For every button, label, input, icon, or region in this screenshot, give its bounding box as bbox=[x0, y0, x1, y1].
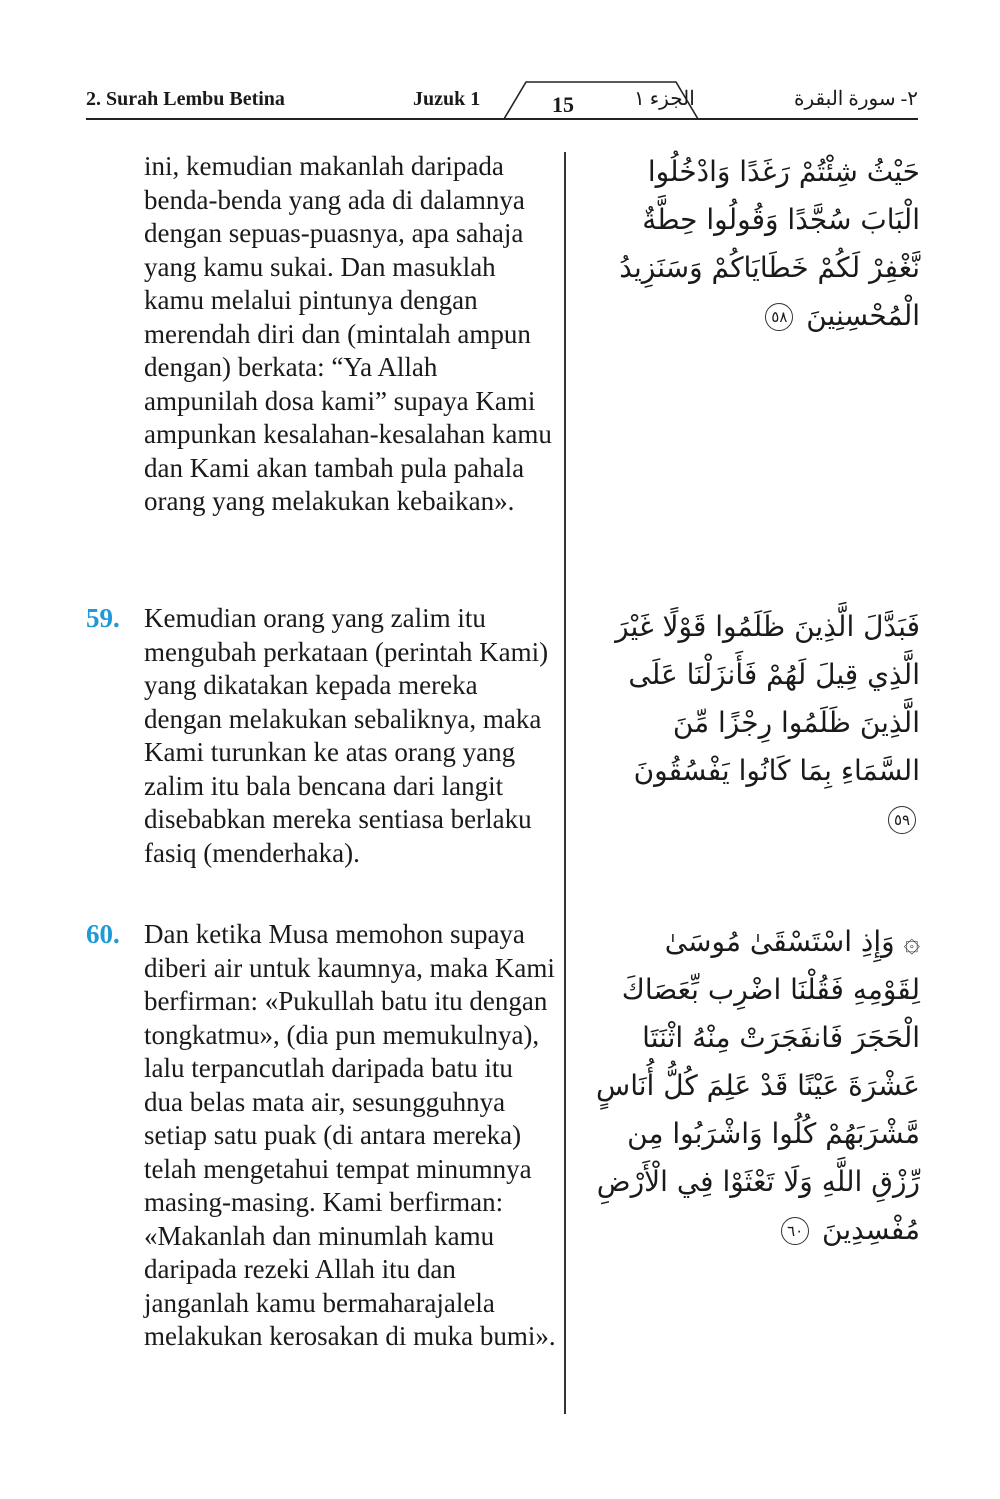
juz-label-arabic: الجزء ١ bbox=[634, 88, 695, 110]
translation-verse-60 bbox=[86, 918, 556, 1354]
verse-number: 59. bbox=[86, 603, 120, 633]
translation-verse-59 bbox=[86, 602, 556, 870]
verse-number: 60. bbox=[86, 919, 120, 949]
translation-verse-58 bbox=[86, 150, 556, 519]
ayah-end-marker: ٥٩ bbox=[888, 806, 916, 834]
ayah-end-marker: ٥٨ bbox=[765, 303, 793, 331]
arabic-text: فَبَدَّلَ الَّذِينَ ظَلَمُوا قَوْلًا غَيْرَ الَّذِي قِيلَ لَهُمْ فَأَنزَلْنَا عَلَى الَّذِينَ ظَلَمُوا رِجْزًا مِّنَ السَّمَاءِ بِمَا كَانُوا يَفْسُقُونَ bbox=[615, 610, 920, 787]
surah-title-latin: 2. Surah Lembu Betina bbox=[86, 88, 285, 110]
page-number: 15 bbox=[552, 92, 574, 117]
arabic-verse-59 bbox=[590, 603, 920, 843]
arabic-text: ۞ وَإِذِ اسْتَسْقَىٰ مُوسَىٰ لِقَوْمِهِ فَقُلْنَا اضْرِب بِّعَصَاكَ الْحَجَرَ فَانفَجَرَتْ مِنْهُ اثْنَتَا عَشْرَةَ عَيْنًا قَدْ عَلِمَ كُلُّ أُنَاسٍ مَّشْرَبَهُمْ كُلُوا وَاشْرَبُوا مِن رِّزْقِ اللَّهِ وَلَا تَعْثَوْا فِي الْأَرْضِ مُفْسِدِينَ bbox=[596, 925, 920, 1246]
column-divider bbox=[564, 152, 566, 1414]
arabic-text: حَيْثُ شِئْتُمْ رَغَدًا وَادْخُلُوا الْبَابَ سُجَّدًا وَقُولُوا حِطَّةٌ نَّغْفِرْ لَكُمْ خَطَايَاكُمْ وَسَنَزِيدُ الْمُحْسِنِينَ bbox=[619, 155, 920, 332]
translation-text: ini, kemudian makanlah daripada benda-benda yang ada di dalamnya dengan sepuas-puasnya, apa sahaja yang kamu sukai. Dan masuklah kamu melalui pintunya dengan merendah diri dan (mintalah ampun dengan) berkata: “Ya Allah ampunilah dosa kami” supaya Kami ampunkan kesalahan-kesalahan kamu dan Kami akan tambah pula pahala orang yang melakukan kebaikan». bbox=[144, 151, 552, 516]
translation-text: Dan ketika Musa memohon supaya diberi air untuk kaumnya, maka Kami berfirman: «Pukullah batu itu dengan tongkatmu», (dia pun memukulnya), lalu terpancutlah daripada batu itu dua belas mata air, sesungguhnya setiap satu puak (di antara mereka) telah mengetahui tempat minumnya masing-masing. Kami berfirman: «Makanlah dan minumlah kamu daripada rezeki Allah itu dan janganlah kamu bermaharajalela melakukan kerosakan di muka bumi». bbox=[144, 919, 556, 1351]
header-rule bbox=[86, 118, 918, 120]
arabic-verse-60 bbox=[590, 918, 920, 1254]
page-header bbox=[86, 80, 918, 120]
translation-text: Kemudian orang yang zalim itu mengubah perkataan (perintah Kami) yang dikatakan kepada mereka dengan melakukan sebaliknya, maka Kami turunkan ke atas orang yang zalim itu bala bencana dari langit disebabkan mereka sentiasa berlaku fasiq (menderhaka). bbox=[144, 603, 549, 868]
ayah-end-marker: ٦٠ bbox=[781, 1217, 809, 1245]
juz-label-latin: Juzuk 1 bbox=[413, 88, 481, 110]
arabic-verse-58 bbox=[590, 148, 920, 340]
surah-title-arabic: ٢- سورة البقرة bbox=[794, 88, 918, 110]
